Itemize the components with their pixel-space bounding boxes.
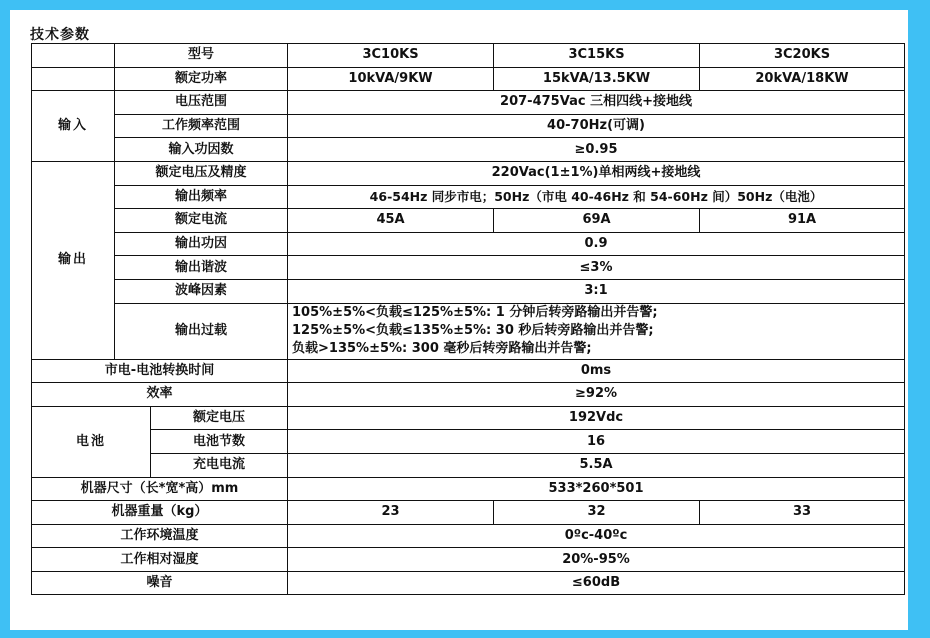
- table-row: [32, 256, 905, 280]
- row-label: 输入功因数: [115, 138, 288, 162]
- row-label: 市电-电池转换时间: [32, 359, 288, 383]
- cell-value: 20%-95%: [288, 548, 905, 572]
- cell-value: 192Vdc: [288, 406, 905, 430]
- overload-line: 负载>135%±5%: 300 毫秒后转旁路输出并告警;: [292, 341, 592, 357]
- table-row: [32, 501, 905, 525]
- overload-line: 125%±5%<负载≤135%±5%: 30 秒后转旁路输出并告警;: [292, 323, 654, 339]
- row-label: 机器重量（kg）: [32, 501, 288, 525]
- cell-value: ≤60dB: [288, 571, 905, 595]
- row-label: 电池节数: [151, 430, 288, 454]
- table-row: [32, 138, 905, 162]
- table-row: [32, 91, 905, 115]
- row-label: 波峰因素: [115, 279, 288, 303]
- cell-value: 10kVA/9KW: [288, 67, 494, 91]
- cell-value: 0ms: [288, 359, 905, 383]
- row-label: 充电电流: [151, 453, 288, 477]
- table-row: [32, 477, 905, 501]
- row-label: 工作相对湿度: [32, 548, 288, 572]
- cell-value: 23: [288, 501, 494, 525]
- cell-value: 5.5A: [288, 453, 905, 477]
- cell-value: 91A: [700, 209, 905, 233]
- row-label: 电压范围: [115, 91, 288, 115]
- cell-value: 0ºc-40ºc: [288, 524, 905, 548]
- row-label: 输出过载: [115, 303, 288, 359]
- table-row: [32, 383, 905, 407]
- row-label: 输出谐波: [115, 256, 288, 280]
- table-row: [32, 548, 905, 572]
- table-row: [32, 406, 905, 430]
- model-name: 3C10KS: [288, 44, 494, 68]
- table-row: [32, 161, 905, 185]
- cell-value: 15kVA/13.5KW: [494, 67, 700, 91]
- table-row: [32, 524, 905, 548]
- cell-value: 20kVA/18KW: [700, 67, 905, 91]
- row-label: 额定电压及精度: [115, 161, 288, 185]
- table-row: [32, 232, 905, 256]
- cell-value: 32: [494, 501, 700, 525]
- row-label: 额定功率: [115, 67, 288, 91]
- cell-value: 533*260*501: [288, 477, 905, 501]
- table-row: [32, 185, 905, 209]
- row-label: 工作环境温度: [32, 524, 288, 548]
- table-row: [32, 453, 905, 477]
- page-title: 技术参数: [30, 27, 90, 43]
- table-row: [32, 209, 905, 233]
- table-row: [32, 303, 905, 359]
- cell-value: ≥92%: [288, 383, 905, 407]
- cell-value: 45A: [288, 209, 494, 233]
- cell-value: 3:1: [288, 279, 905, 303]
- table-row: [32, 571, 905, 595]
- cell-value: ≥0.95: [288, 138, 905, 162]
- row-label: 工作频率范围: [115, 114, 288, 138]
- cell-value: ≤3%: [288, 256, 905, 280]
- model-name: 3C20KS: [700, 44, 905, 68]
- cell-value: 0.9: [288, 232, 905, 256]
- cell-value: 40-70Hz(可调): [288, 114, 905, 138]
- group-label-output: 输出: [32, 161, 115, 359]
- row-label: 额定电流: [115, 209, 288, 233]
- table-row: [32, 279, 905, 303]
- model-name: 3C15KS: [494, 44, 700, 68]
- table-row: [32, 430, 905, 454]
- table-row: [32, 44, 905, 68]
- cell-value: 33: [700, 501, 905, 525]
- table-row: [32, 114, 905, 138]
- cell-value: 46-54Hz 同步市电；50Hz（市电 40-46Hz 和 54-60Hz 间）50Hz（电池）: [288, 185, 905, 209]
- cell-value: 69A: [494, 209, 700, 233]
- cell-value-overload: [288, 303, 905, 359]
- table-row: [32, 67, 905, 91]
- group-label-input: 输入: [32, 91, 115, 162]
- row-label: 噪音: [32, 571, 288, 595]
- header-label: 型号: [115, 44, 288, 68]
- table-row: [32, 359, 905, 383]
- row-label: 输出功因: [115, 232, 288, 256]
- row-label: 额定电压: [151, 406, 288, 430]
- cell-value: 207-475Vac 三相四线+接地线: [288, 91, 905, 115]
- spec-table: [31, 43, 905, 595]
- row-label: 效率: [32, 383, 288, 407]
- group-label-battery: 电池: [32, 406, 151, 477]
- spec-sheet: [10, 10, 908, 630]
- cell-value: 220Vac(1±1%)单相两线+接地线: [288, 161, 905, 185]
- row-label: 输出频率: [115, 185, 288, 209]
- cell-value: 16: [288, 430, 905, 454]
- row-label: 机器尺寸（长*宽*高）mm: [32, 477, 288, 501]
- overload-line: 105%±5%<负载≤125%±5%: 1 分钟后转旁路输出并告警;: [292, 305, 658, 321]
